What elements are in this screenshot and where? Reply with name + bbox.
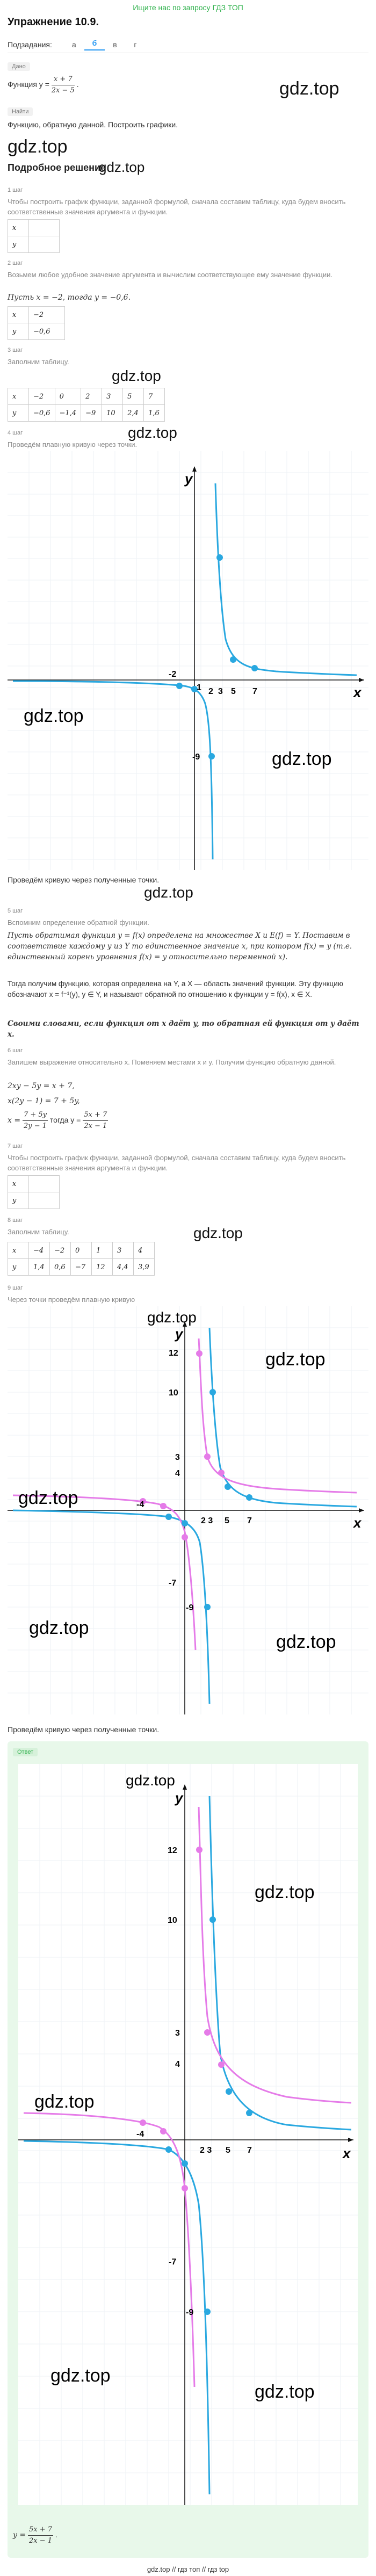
watermark: gdz.top bbox=[255, 2382, 315, 2402]
point bbox=[165, 2146, 172, 2153]
definition-p2: Тогда получим функцию, которая определена на Y, а X — область значений функции. Эту функцию обозначают x = f⁻¹(y), y ∈ Y, и называют обратной по отношению к функции y = f(x), x ∈ X. bbox=[8, 980, 343, 998]
watermark: gdz.top bbox=[8, 136, 68, 157]
point bbox=[182, 2185, 188, 2191]
footer-links[interactable]: gdz.top // гдз топ // гдз top bbox=[147, 2565, 229, 2573]
y-axis-label: y bbox=[175, 1326, 183, 1342]
step-text: Запишем выражение относительно x. Поменяем местами x и y. Получим функцию обратную данной. bbox=[8, 1058, 336, 1066]
watermark: gdz.top bbox=[279, 78, 339, 99]
tick-label: 5 bbox=[225, 1516, 229, 1525]
tick-label: 7 bbox=[247, 1516, 252, 1525]
point bbox=[165, 1514, 172, 1520]
table-empty-2: x y bbox=[8, 1175, 60, 1209]
tick-label: -2 bbox=[169, 670, 177, 679]
point bbox=[182, 2160, 188, 2167]
tick-label: -9 bbox=[186, 1603, 194, 1612]
watermark: gdz.top bbox=[126, 1772, 175, 1789]
x-axis-label: x bbox=[353, 1515, 361, 1531]
given-function: Функция y = $\frac{x + 7}{2x - 5}$ . bbox=[8, 75, 79, 95]
step-label: 2 шаг bbox=[8, 260, 23, 266]
point bbox=[218, 1470, 225, 1476]
tick-label: 12 bbox=[169, 1349, 178, 1358]
find-badge: Найти bbox=[8, 106, 33, 116]
detailed-heading: Подробное решение bbox=[8, 162, 106, 173]
y-axis-label: y bbox=[175, 1790, 183, 1806]
tick-label: 12 bbox=[168, 1846, 177, 1855]
tick-label: -7 bbox=[169, 2257, 177, 2267]
step-text: Заполним таблицу. bbox=[8, 1228, 69, 1236]
point bbox=[251, 665, 258, 671]
tick-label: 3 bbox=[175, 1453, 180, 1462]
point bbox=[204, 1453, 211, 1460]
subquestion-label: Подзадания: bbox=[8, 40, 52, 49]
tick-label: 1 bbox=[197, 683, 201, 692]
point bbox=[209, 1389, 216, 1395]
step-text: Проведём плавную кривую через точки. bbox=[8, 440, 138, 448]
point bbox=[208, 753, 215, 759]
table-step-2: x −2 y −0,6 bbox=[8, 306, 65, 340]
tick-label: 3 bbox=[175, 2029, 180, 2038]
point bbox=[225, 1484, 231, 1490]
tab-b[interactable]: б bbox=[84, 39, 105, 50]
subquestion-tabs bbox=[8, 39, 146, 50]
watermark: gdz.top bbox=[255, 1882, 315, 1902]
step-label: 6 шаг bbox=[8, 1047, 23, 1054]
watermark: gdz.top bbox=[99, 159, 145, 175]
watermark: gdz.top bbox=[272, 749, 332, 769]
tab-v[interactable]: в bbox=[113, 40, 117, 49]
point bbox=[226, 2088, 232, 2095]
tick-label: 5 bbox=[226, 2146, 230, 2155]
definition-p1: Пусть обратимая функция y = f(x) определена на множестве X и E(f) = Y. Поставим в соответствие каждому y из Y то единственное значение x, при котором f(x) = y (т.е. единственный корень уравнения f(x) = y относительно переменной x). bbox=[8, 931, 352, 961]
point bbox=[196, 1350, 203, 1357]
tick-label: 5 bbox=[231, 687, 236, 696]
point bbox=[216, 554, 223, 561]
point bbox=[182, 1520, 188, 1526]
given-badge: Дано bbox=[8, 61, 30, 71]
watermark: gdz.top bbox=[24, 706, 84, 726]
graph-1 bbox=[8, 451, 368, 870]
top-search-link[interactable]: Ищите нас по запросу ГДЗ ТОП bbox=[133, 3, 243, 12]
tick-label: -4 bbox=[136, 2130, 144, 2139]
step-label: 7 шаг bbox=[8, 1143, 23, 1149]
point bbox=[246, 2110, 252, 2116]
tick-label: 4 bbox=[175, 2060, 180, 2069]
tick-label: -9 bbox=[186, 2308, 194, 2317]
point bbox=[160, 2128, 167, 2134]
tick-label: 2 3 bbox=[201, 1516, 213, 1525]
point bbox=[160, 1503, 167, 1509]
tick-label: 2 bbox=[208, 687, 213, 696]
tick-label: 7 bbox=[252, 687, 257, 696]
watermark: gdz.top bbox=[276, 1632, 336, 1652]
y-axis-label: y bbox=[185, 471, 193, 487]
graph-2 bbox=[8, 1306, 368, 1714]
point bbox=[196, 1847, 203, 1853]
point bbox=[182, 1534, 188, 1540]
step-text: Чтобы построить график функции, заданной формулой, сначала составим таблицу, куда будем вносить соответственные значения аргумента и функции. bbox=[8, 198, 346, 216]
step-label: 9 шаг bbox=[8, 1285, 23, 1291]
x-axis-label: x bbox=[353, 684, 361, 700]
watermark: gdz.top bbox=[193, 1225, 243, 1241]
watermark: gdz.top bbox=[265, 1349, 326, 1370]
tick-label: 3 bbox=[218, 687, 223, 696]
tick-label: 10 bbox=[168, 1916, 177, 1925]
after-graph-1: Проведём кривую через полученные точки. bbox=[8, 875, 160, 884]
step-label: 4 шаг bbox=[8, 430, 23, 436]
tab-g[interactable]: г bbox=[134, 40, 137, 49]
table-step-3: x −2 0 2 3 5 7 y −0,6 −1,4 −9 10 2,4 1,6 bbox=[8, 388, 165, 422]
point bbox=[176, 683, 183, 689]
point bbox=[140, 2119, 146, 2126]
step-label: 3 шаг bbox=[8, 347, 23, 353]
equation-line: x(2y − 1) = 7 + 5y, bbox=[8, 1097, 80, 1105]
point bbox=[209, 1916, 216, 1923]
tick-label: 10 bbox=[169, 1388, 178, 1398]
watermark: gdz.top bbox=[128, 424, 177, 441]
step-label: 1 шаг bbox=[8, 187, 23, 193]
table-step-8: x −4 −2 0 1 3 4 y 1,4 0,6 −7 12 4,4 3,9 bbox=[8, 1242, 155, 1276]
graph-answer bbox=[18, 1764, 358, 2505]
step-text: Чтобы построить график функции, заданной формулой, сначала составим таблицу, куда будем вносить соответственные значения аргумента и функции. bbox=[8, 1154, 346, 1172]
point bbox=[218, 2061, 225, 2068]
answer-badge: Ответ bbox=[13, 1747, 38, 1756]
point bbox=[230, 656, 236, 663]
tick-label: 4 bbox=[175, 1469, 180, 1478]
step-2-line: Пусть x = −2, тогда y = −0,6. bbox=[8, 293, 131, 302]
definition-p3: Своими словами, если функция от x даёт y, то обратная ей функция от y даёт x. bbox=[8, 1019, 359, 1039]
step-text: Вспомним определение обратной функции. bbox=[8, 918, 149, 927]
watermark: gdz.top bbox=[18, 1488, 78, 1508]
page-title: Упражнение 10.9. bbox=[8, 16, 99, 28]
tick-label: 7 bbox=[247, 2146, 252, 2155]
x-axis-label: x bbox=[343, 2145, 351, 2161]
tick-label: 2 3 bbox=[200, 2146, 212, 2155]
answer-formula: y = $\frac{5x + 7}{2x - 1}$ . bbox=[13, 2526, 57, 2545]
equation-line: 2xy − 5y = x + 7, bbox=[8, 1082, 75, 1090]
watermark: gdz.top bbox=[144, 884, 193, 901]
step-label: 5 шаг bbox=[8, 908, 23, 914]
table-empty-1: x y bbox=[8, 219, 60, 253]
watermark: gdz.top bbox=[50, 2365, 111, 2386]
step-text: Через точки проведём плавную кривую bbox=[8, 1296, 135, 1304]
tick-label: -4 bbox=[136, 1500, 144, 1509]
step-label: 8 шаг bbox=[8, 1217, 23, 1224]
watermark: gdz.top bbox=[147, 1309, 197, 1326]
watermark: gdz.top bbox=[29, 1618, 89, 1638]
tick-label: -9 bbox=[192, 752, 200, 762]
step-text: Возьмем любое удобное значение аргумента и вычислим соответствующее ему значение функции. bbox=[8, 271, 332, 279]
step-text: Заполним таблицу. bbox=[8, 358, 69, 366]
after-graph-2: Проведём кривую через полученные точки. bbox=[8, 1725, 160, 1734]
tick-label: -7 bbox=[169, 1579, 177, 1588]
point bbox=[204, 1604, 211, 1610]
point bbox=[204, 2309, 211, 2315]
watermark: gdz.top bbox=[34, 2092, 95, 2112]
find-text: Функцию, обратную данной. Построить графики. bbox=[8, 120, 178, 129]
point bbox=[204, 2029, 211, 2036]
point bbox=[246, 1494, 252, 1501]
watermark: gdz.top bbox=[112, 367, 161, 384]
tab-a[interactable]: а bbox=[72, 40, 76, 49]
equation-result: x = $\frac{7 + 5y}{2y - 1}$ тогда y = $\frac{5x + 7}{2x - 1}$ bbox=[8, 1111, 107, 1130]
